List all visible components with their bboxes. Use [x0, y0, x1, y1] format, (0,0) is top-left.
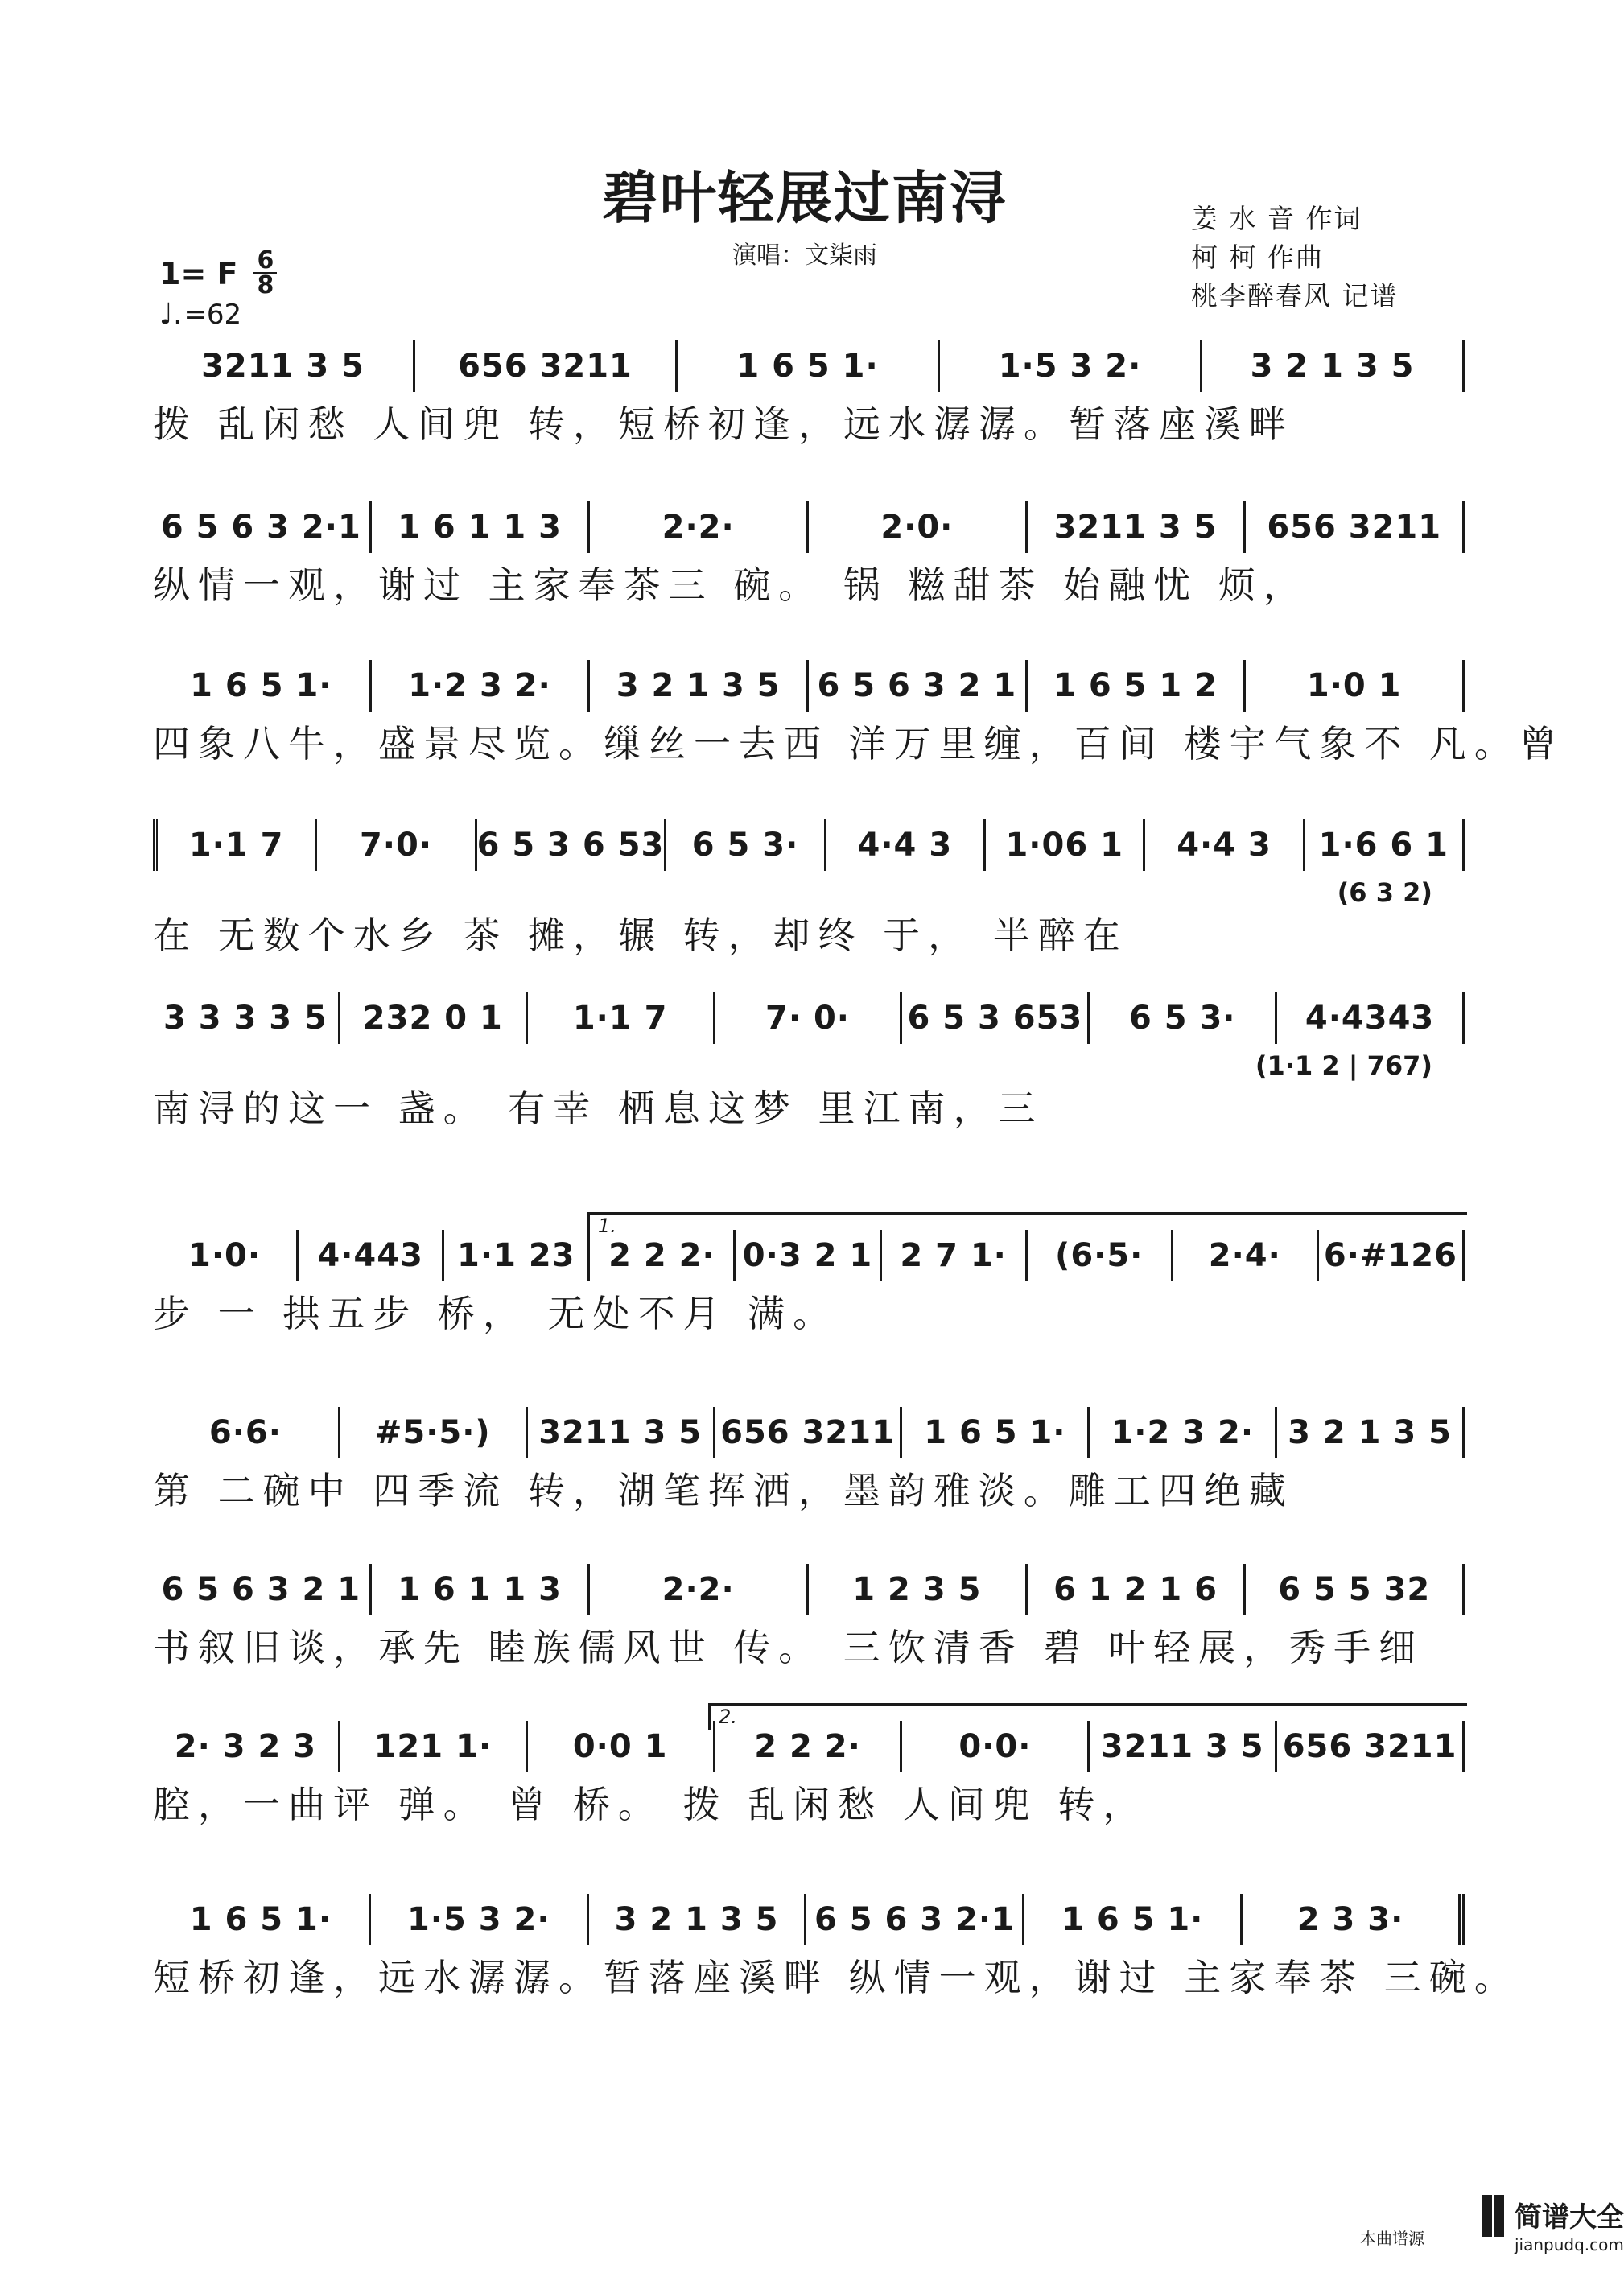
- measure: 0·3 2 1: [736, 1230, 881, 1281]
- score-system: [153, 1557, 1465, 1673]
- measure: 4·443: [299, 1230, 444, 1281]
- score-system: [153, 1400, 1465, 1516]
- score-system: [153, 1215, 1465, 1339]
- measure: 1·5 3 2·: [940, 340, 1202, 392]
- notation-row: [153, 334, 1465, 398]
- measure: 1·1 23: [444, 1230, 590, 1281]
- lyric-line: 拨 乱闲愁 人间兜 转，短桥初逢，远水潺潺。暂落座溪畔: [153, 402, 1294, 446]
- measure: 3 2 1 3 5: [1202, 340, 1465, 392]
- measure: 656 3211: [1277, 1721, 1465, 1772]
- measure: 3 3 3 3 5: [153, 992, 340, 1044]
- measure: 6 5 3 6 53: [477, 819, 667, 871]
- measure: 1 6 5 1·: [1024, 1894, 1243, 1945]
- measure: 7· 0·: [715, 992, 903, 1044]
- measure: 1 2 3 5: [809, 1564, 1028, 1615]
- measure: 3 2 1 3 5: [590, 660, 809, 712]
- measure: 1·6 6 1: [1305, 819, 1465, 871]
- measure: 7·0·: [317, 819, 476, 871]
- notation-row: [153, 1557, 1465, 1622]
- measure: 1·0·: [153, 1230, 299, 1281]
- measure: 1 6 1 1 3: [372, 1564, 591, 1615]
- key-label: 1= F: [159, 255, 238, 291]
- score-system: [153, 334, 1465, 450]
- credits-block: [1191, 200, 1577, 316]
- measure: 121 1·: [340, 1721, 528, 1772]
- measure: 3211 3 5: [153, 340, 415, 392]
- score-system: [153, 654, 1564, 769]
- lyric-line: 纵情一观，谢过 主家奉茶三 碗。 锅 糍甜茶 始融忧 烦，: [153, 563, 1309, 607]
- measure: 656 3211: [715, 1407, 903, 1458]
- notation-row: [153, 654, 1465, 718]
- measure: 6 5 3 653: [902, 992, 1090, 1044]
- logo-text: 简谱大全: [1515, 2201, 1624, 2234]
- measure: 656 3211: [415, 340, 678, 392]
- measure: 3 2 1 3 5: [589, 1894, 807, 1945]
- notation-row: [153, 813, 1465, 877]
- quarter-note-icon: ♩.: [159, 298, 183, 331]
- measure: 2·2·: [590, 1564, 809, 1615]
- measure: 232 0 1: [340, 992, 528, 1044]
- measure: 6 5 5 32: [1246, 1564, 1465, 1615]
- measure: 2 2 2·: [715, 1721, 903, 1772]
- transcriber-credit: 桃李醉春风 记谱: [1191, 280, 1399, 311]
- composer-credit: 柯 柯 作曲: [1191, 241, 1324, 273]
- site-logo: [1482, 2195, 1624, 2267]
- measure: 1·1 7: [528, 992, 715, 1044]
- measure: 0·0 1: [528, 1721, 715, 1772]
- measure: 1·06 1: [986, 819, 1145, 871]
- measure: 1·0 1: [1246, 660, 1465, 712]
- measure: 2·4·: [1173, 1230, 1319, 1281]
- lyric-line: 南浔的这一 盏。 有幸 栖息这梦 里江南，三: [153, 1087, 1044, 1130]
- meter-bottom: 8: [257, 271, 274, 299]
- score-system: [153, 813, 1465, 961]
- measure: 6·6·: [153, 1407, 340, 1458]
- logo-url: jianpudq.com: [1515, 2235, 1624, 2254]
- measure: 1·2 3 2·: [1090, 1407, 1277, 1458]
- measure: 3 2 1 3 5: [1277, 1407, 1465, 1458]
- lyric-line: 第 二碗中 四季流 转，湖笔挥洒，墨韵雅淡。雕工四绝藏: [153, 1469, 1294, 1512]
- measure: 6 5 6 3 2 1: [809, 660, 1028, 712]
- lyricist-credit: 姜 水 音 作词: [1191, 203, 1362, 234]
- notation-row: [153, 1887, 1465, 1952]
- lyric-line: 书叙旧谈，承先 睦族儒风世 传。 三饮清香 碧 叶轻展，秀手细: [153, 1626, 1424, 1669]
- time-signature: [253, 246, 277, 299]
- lyric-line: 步 一 拱五步 桥， 无处不月 满。: [153, 1292, 839, 1335]
- measure: 2 7 1·: [882, 1230, 1028, 1281]
- score-system: [153, 986, 1465, 1134]
- measure: 6 5 6 3 2·1: [806, 1894, 1024, 1945]
- lyric-line: 四象八牛，盛景尽览。缫丝一去西 洋万里缠，百间 楼宇气象不 凡。曾: [153, 722, 1564, 765]
- measure: 6 5 3·: [666, 819, 826, 871]
- volta-bracket: [587, 1212, 1467, 1239]
- notation-row: [153, 1400, 1465, 1465]
- score-title: 碧叶轻展过南浔: [602, 164, 1008, 231]
- measure: 1 6 5 1·: [678, 340, 940, 392]
- measure: 4·4 3: [826, 819, 986, 871]
- measure: 2· 3 2 3: [153, 1721, 340, 1772]
- measure: 1 6 1 1 3: [372, 501, 591, 553]
- notation-row: [153, 495, 1465, 559]
- measure: 1·5 3 2·: [371, 1894, 589, 1945]
- score-system: [153, 1706, 1465, 1830]
- measure: 3211 3 5: [528, 1407, 715, 1458]
- measure: (6·5·: [1028, 1230, 1173, 1281]
- measure: 2·2·: [590, 501, 809, 553]
- measure: 2 2 2·: [590, 1230, 736, 1281]
- lyric-line: 在 无数个水乡 茶 摊，辗 转，却终 于， 半醉在: [153, 914, 1128, 957]
- score-system: [153, 495, 1465, 611]
- measure: 6 5 6 3 2 1: [153, 1564, 372, 1615]
- key-signature: [159, 246, 277, 299]
- tempo-value: =62: [183, 298, 242, 331]
- measure: 6·#126: [1319, 1230, 1465, 1281]
- measure: 3211 3 5: [1028, 501, 1247, 553]
- lyric-line: 短桥初逢，远水潺潺。暂落座溪畔 纵情一观，谢过 主家奉茶 三碗。: [153, 1956, 1519, 1999]
- lyric-line: 腔，一曲评 弹。 曾 桥。 拨 乱闲愁 人间兜 转，: [153, 1783, 1148, 1826]
- notation-row: [153, 986, 1465, 1050]
- measure: 0·0·: [902, 1721, 1090, 1772]
- singer-credit: 演唱：文柒雨: [732, 241, 877, 270]
- measure: 656 3211: [1246, 501, 1465, 553]
- measure: #5·5·): [340, 1407, 528, 1458]
- tempo-marking: [159, 298, 241, 331]
- measure: 1 6 5 1·: [153, 660, 372, 712]
- measure: 2 3 3·: [1243, 1894, 1465, 1945]
- volta-bracket: [708, 1703, 1467, 1730]
- alternate-notes: (1·1 2 | 767): [1255, 1050, 1432, 1081]
- measure: 1 6 5 1·: [902, 1407, 1090, 1458]
- measure: 1 6 5 1·: [153, 1894, 371, 1945]
- alternate-notes: (6 3 2): [1337, 877, 1432, 908]
- measure: 6 1 2 1 6: [1028, 1564, 1247, 1615]
- measure: 6 5 3·: [1090, 992, 1277, 1044]
- measure: 4·4 3: [1145, 819, 1305, 871]
- volta-label: 2.: [719, 1706, 737, 1728]
- measure: 2·0·: [809, 501, 1028, 553]
- measure: 3211 3 5: [1090, 1721, 1277, 1772]
- measure: 1·1 7: [153, 819, 317, 871]
- source-note: 本曲谱源: [1360, 2229, 1424, 2248]
- measure: 1·2 3 2·: [372, 660, 591, 712]
- score-system: [153, 1887, 1519, 2003]
- volta-label: 1.: [598, 1215, 616, 1237]
- measure: 4·4343: [1277, 992, 1465, 1044]
- meter-top: 6: [253, 250, 277, 274]
- measure: 6 5 6 3 2·1: [153, 501, 372, 553]
- measure: 1 6 5 1 2: [1028, 660, 1247, 712]
